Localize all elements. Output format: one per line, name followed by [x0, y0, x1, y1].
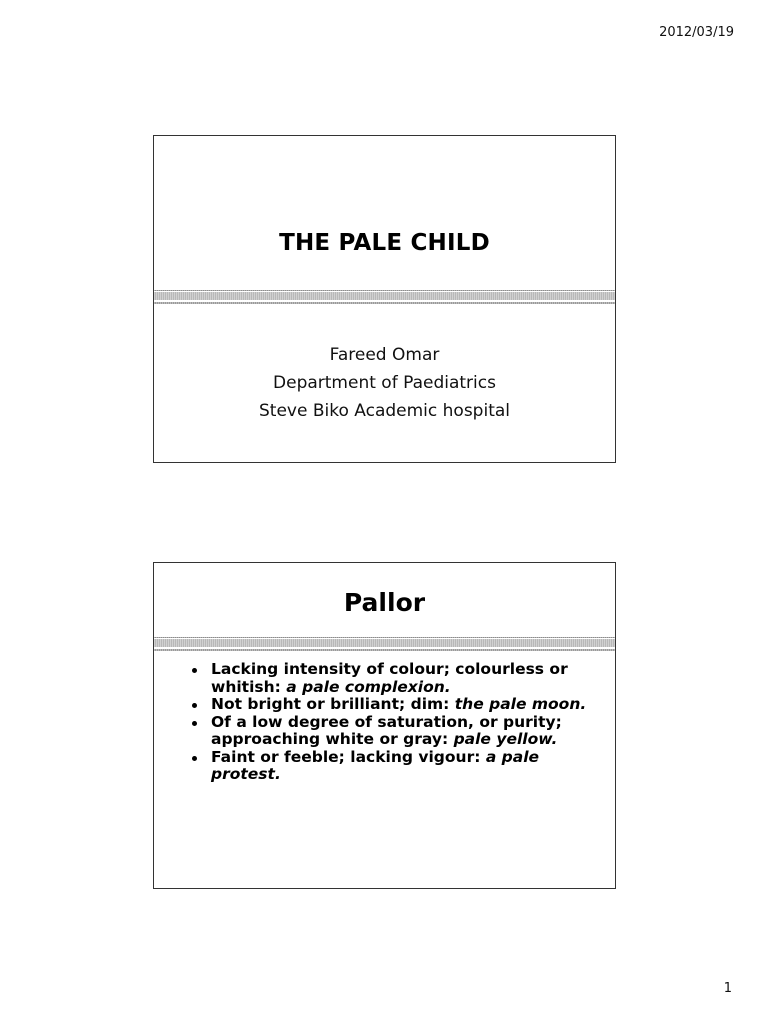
department-name: Department of Paediatrics	[273, 373, 496, 393]
author-name: Fareed Omar	[329, 345, 440, 365]
slide-subtitle	[154, 341, 615, 425]
slide-title: THE PALE CHILD	[279, 230, 490, 256]
divider-band	[154, 635, 615, 653]
page-number: 1	[723, 981, 732, 996]
institution-name: Steve Biko Academic hospital	[259, 401, 510, 421]
divider-band	[154, 288, 615, 306]
pallor-slide	[153, 562, 616, 889]
bullet-item: Of a low degree of saturation, or purity; approaching white or gray: pale yellow.	[174, 714, 595, 749]
slide-title: Pallor	[343, 588, 426, 617]
bullet-item: Faint or feeble; lacking vigour: a pale protest.	[174, 749, 595, 784]
bullet-list	[174, 661, 595, 784]
page-date: 2012/03/19	[659, 25, 734, 40]
title-slide	[153, 135, 616, 463]
bullet-item: Lacking intensity of colour; colourless or whitish: a pale complexion.	[174, 661, 595, 696]
bullet-item: Not bright or brilliant; dim: the pale moon.	[174, 696, 595, 714]
